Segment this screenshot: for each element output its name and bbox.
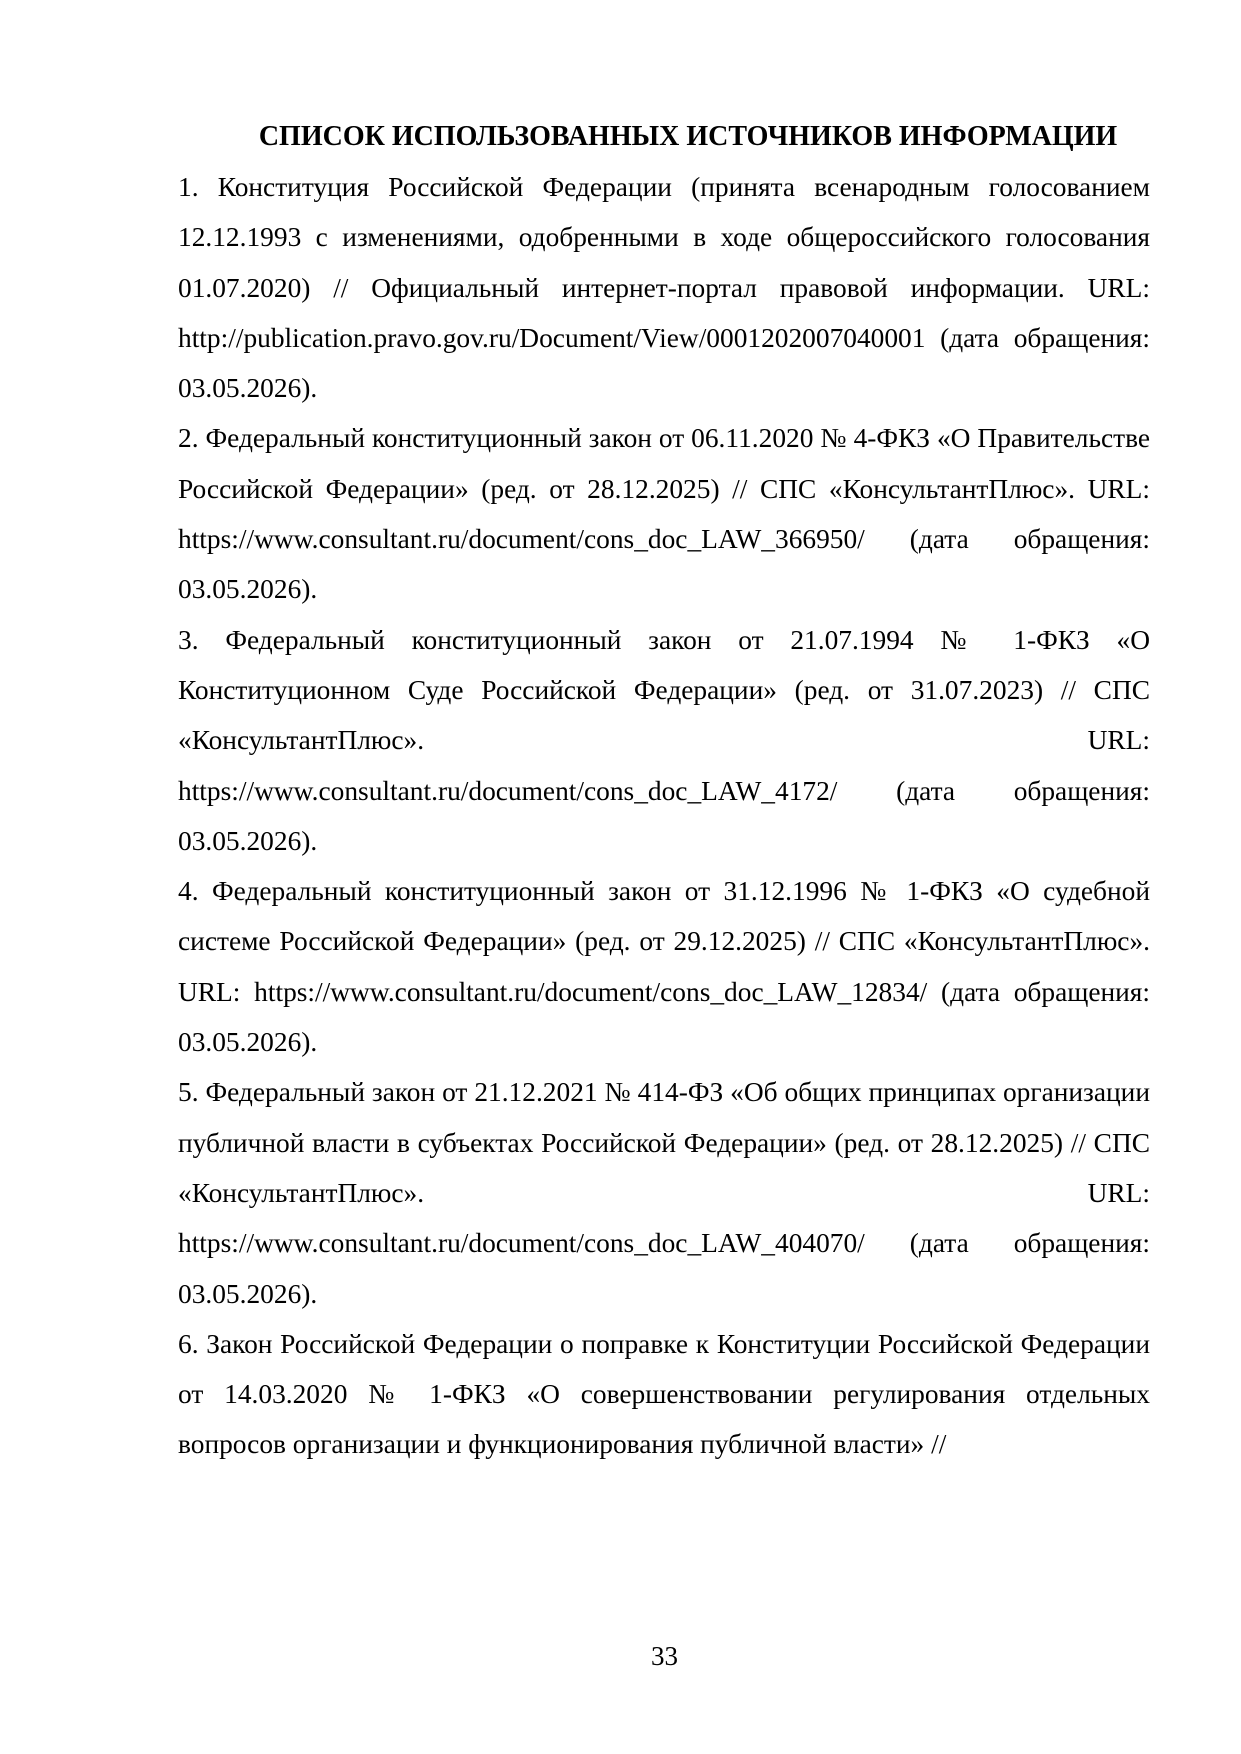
reference-item-5: 5. Федеральный закон от 21.12.2021 № 414-ФЗ «Об общих принципах организации публичной власти в субъектах Российской Федерации» (ред. от 28.12.2025) // СПС «КонсультантПлюс». URL: https://www.consultant.ru/document/cons_doc_LAW_404070/ (дата обращения: 03.05.2026). xyxy=(178,1077,1150,1309)
reference-item-4: 4. Федеральный конституционный закон от 31.12.1996 № 1-ФКЗ «О судебной системе Российской Федерации» (ред. от 29.12.2025) // СПС «КонсультантПлюс». URL: https://www.consultant.ru/document/cons_doc_LAW_12834/ (дата обращения: 03.05.2026). xyxy=(178,876,1150,1058)
reference-item-6: 6. Закон Российской Федерации о поправке к Конституции Российской Федерации от 14.03.2020 № 1-ФКЗ «О совершенствовании регулирования отдельных вопросов организации и функционирования публичной власти» // xyxy=(178,1328,1150,1460)
page-content xyxy=(178,116,1150,1470)
page-number: 33 xyxy=(651,1641,678,1671)
reference-item-2: 2. Федеральный конституционный закон от 06.11.2020 № 4-ФКЗ «О Правительстве Российской Федерации» (ред. от 28.12.2025) // СПС «КонсультантПлюс». URL: https://www.consultant.ru/document/cons_doc_LAW_366950/ (дата обращения: 03.05.2026). xyxy=(178,423,1150,605)
reference-item-3: 3. Федеральный конституционный закон от 21.07.1994 № 1-ФКЗ «О Конституционном Суде Российской Федерации» (ред. от 31.07.2023) // СПС «КонсультантПлюс». URL: https://www.consultant.ru/document/cons_doc_LAW_4172/ (дата обращения: 03.05.2026). xyxy=(178,624,1150,856)
bibliography-heading: СПИСОК ИСПОЛЬЗОВАННЫХ ИСТОЧНИКОВ ИНФОРМАЦИИ xyxy=(258,121,1118,152)
reference-list xyxy=(178,162,1150,1470)
reference-item-1: 1. Конституция Российской Федерации (принята всенародным голосованием 12.12.1993 с изменениями, одобренными в ходе общероссийского голосования 01.07.2020) // Официальный интернет-портал правовой информации. URL: http://publication.pravo.gov.ru/Document/View/0001202007040001 (дата обращения: 03.05.2026). xyxy=(178,172,1150,404)
